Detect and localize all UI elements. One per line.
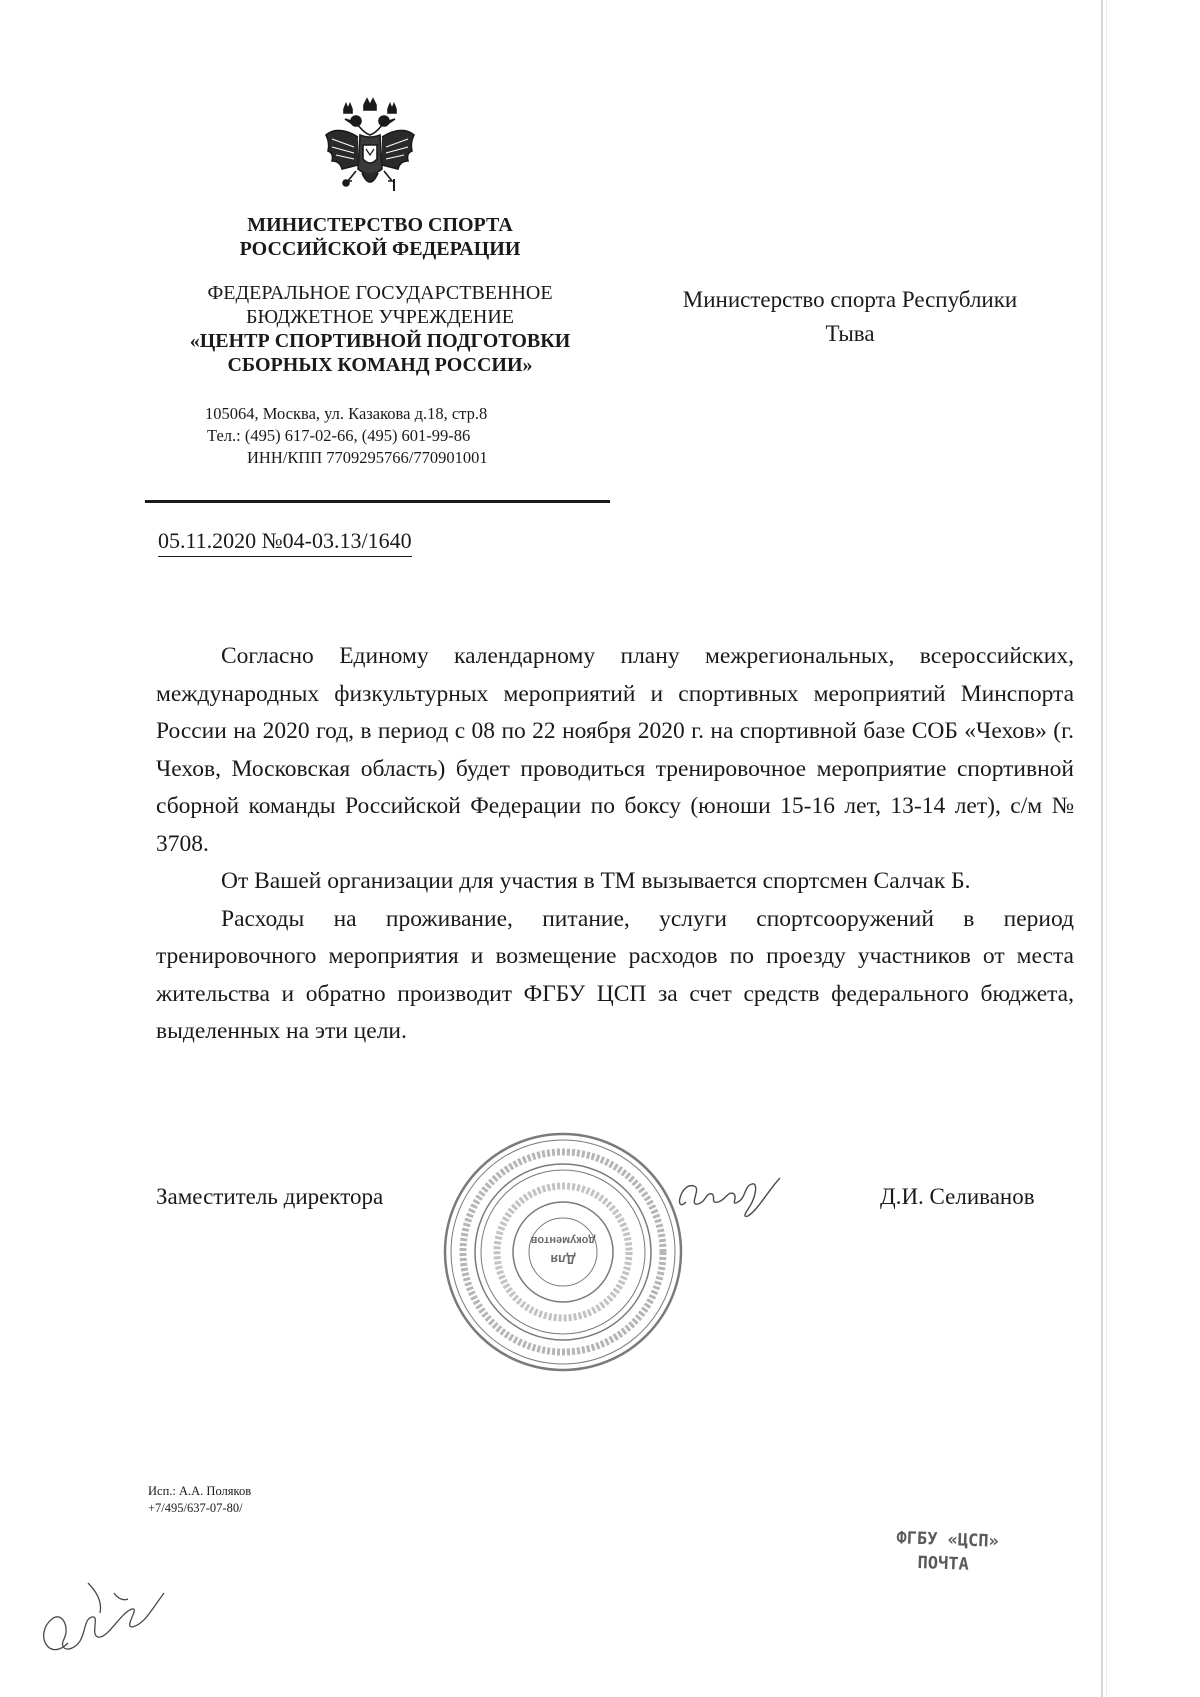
org-line: «ЦЕНТР СПОРТИВНОЙ ПОДГОТОВКИ: [189, 330, 571, 352]
address: 105064, Москва, ул. Казакова д.18, стр.8: [205, 404, 488, 423]
svg-text:документов: документов: [530, 1234, 596, 1246]
org-line: БЮДЖЕТНОЕ УЧРЕЖДЕНИЕ: [245, 306, 515, 328]
scan-fold-line: [1101, 0, 1103, 1697]
ministry-line: МИНИСТЕРСТВО СПОРТА: [247, 214, 513, 236]
letterhead-divider: [145, 500, 610, 503]
signatory-title: Заместитель директора: [156, 1184, 384, 1209]
handwritten-signature: [672, 1162, 784, 1222]
stamp-line: ФГБУ «ЦСП»: [896, 1528, 1000, 1552]
handwritten-initials: [28, 1553, 168, 1663]
svg-text:Для: Для: [550, 1252, 576, 1267]
organization-contacts: [205, 403, 565, 469]
coat-of-arms-icon: [320, 95, 420, 210]
addressee-line: Министерство спорта Республики: [682, 287, 1018, 312]
mail-stamp: [895, 1526, 999, 1578]
body-paragraph: Согласно Единому календарному плану межрегиональных, всероссийских, международных физкультурных мероприятий и спортивных мероприятий Минспорта России на 2020 год, в период с 08 по 22 ноября 2020 г. на спортивной базе СОБ «Чехов» (г. Чехов, Московская область) будет проводиться тренировочное мероприятие спортивной сборной команды Российской Федерации по боксу (юноши 15-16 лет, 13-14 лет), с/м № 3708.: [156, 643, 1074, 857]
body-paragraph: Расходы на проживание, питание, услуги спортсооружений в период тренировочного мероприятия и возмещение расходов по проезду участников от места жительства и обратно производит ФГБУ ЦСП за счет средств федерального бюджета, выделенных на эти цели.: [156, 905, 1074, 1044]
addressee-line: Тыва: [825, 321, 875, 346]
phone: Тел.: (495) 617-02-66, (495) 601-99-86: [207, 426, 471, 445]
executor-info: [148, 1483, 251, 1517]
addressee: [640, 283, 1060, 351]
organization-name: [140, 281, 620, 377]
letter-body: [156, 638, 1074, 1051]
signatory-name: Д.И. Селиванов: [880, 1184, 1035, 1209]
document-reference: 05.11.2020 №04-03.13/1640: [158, 528, 412, 557]
body-paragraph: От Вашей организации для участия в ТМ вызывается спортсмен Салчак Б.: [221, 868, 971, 894]
stamp-line: ПОЧТА: [917, 1552, 970, 1575]
executor-phone: +7/495/637-07-80/: [148, 1501, 243, 1515]
ministry-line: РОССИЙСКОЙ ФЕДЕРАЦИИ: [239, 238, 521, 260]
scan-fold-line-shadow: [1106, 0, 1107, 1697]
executor-name: Исп.: А.А. Поляков: [148, 1484, 252, 1498]
org-line: СБОРНЫХ КОМАНД РОССИИ»: [227, 354, 533, 376]
ministry-name: [140, 213, 620, 261]
round-seal: [438, 1127, 688, 1377]
org-line: ФЕДЕРАЛЬНОЕ ГОСУДАРСТВЕННОЕ: [207, 282, 553, 304]
inn-kpp: ИНН/КПП 7709295766/770901001: [247, 448, 488, 467]
